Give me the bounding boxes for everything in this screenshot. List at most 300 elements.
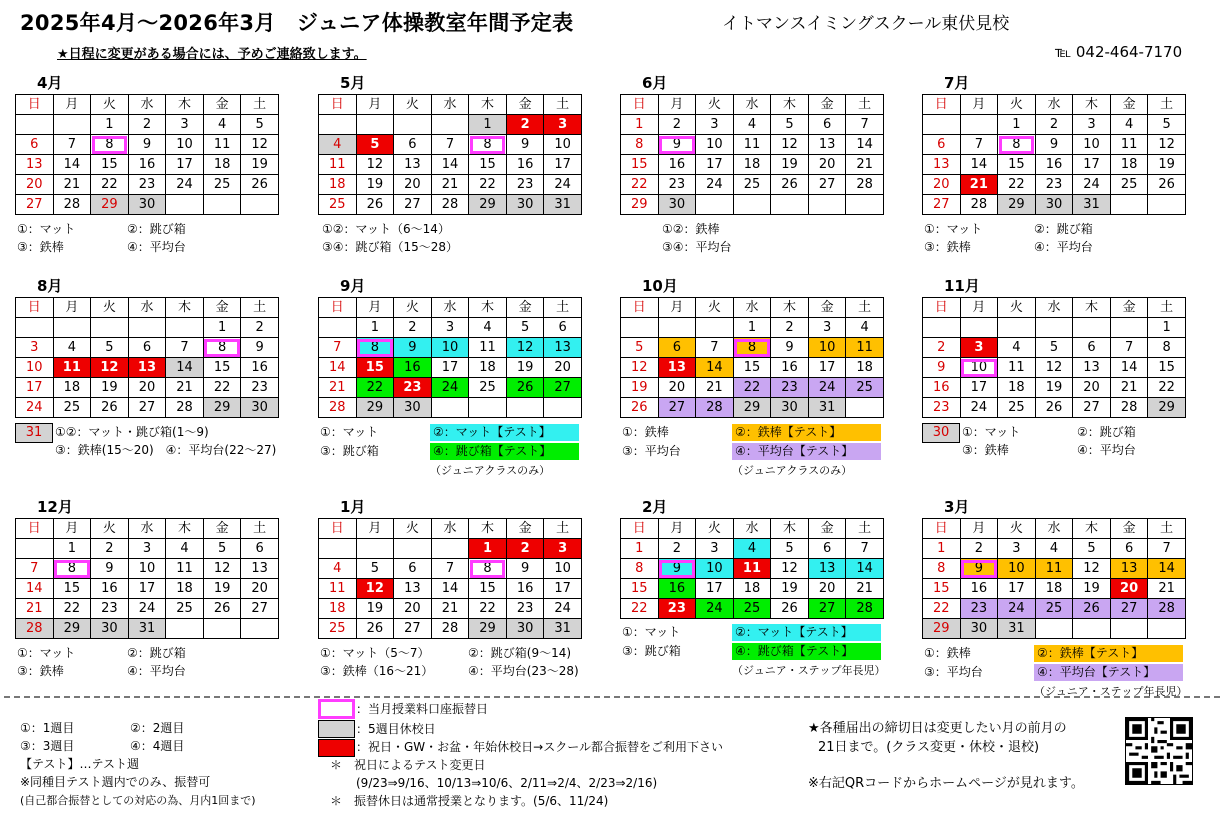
day-cell[interactable]: 23 [960, 599, 998, 619]
day-cell[interactable]: 15 [91, 155, 129, 175]
day-cell[interactable]: 5 [356, 559, 394, 579]
day-cell[interactable]: 26 [241, 175, 279, 195]
day-cell[interactable]: 17 [1073, 155, 1111, 175]
day-cell[interactable]: 5 [241, 115, 279, 135]
day-cell[interactable]: 17 [128, 579, 166, 599]
day-cell[interactable]: 16 [241, 358, 279, 378]
day-cell[interactable]: 22 [923, 599, 961, 619]
day-cell[interactable]: 22 [1148, 378, 1186, 398]
day-cell[interactable]: 11 [166, 559, 204, 579]
day-cell[interactable]: 17 [998, 579, 1036, 599]
day-cell[interactable]: 23 [506, 175, 544, 195]
day-cell[interactable]: 14 [431, 579, 469, 599]
day-cell[interactable]: 18 [846, 358, 884, 378]
day-cell[interactable]: 29 [469, 195, 507, 215]
day-cell[interactable]: 15 [53, 579, 91, 599]
day-cell[interactable]: 13 [128, 358, 166, 378]
day-cell[interactable]: 31 [808, 398, 846, 418]
day-cell[interactable]: 30 [658, 195, 696, 215]
day-cell[interactable]: 5 [356, 135, 394, 155]
day-cell[interactable]: 28 [431, 195, 469, 215]
day-cell[interactable]: 21 [16, 599, 54, 619]
day-cell[interactable]: 15 [356, 358, 394, 378]
day-cell[interactable]: 21 [1110, 378, 1148, 398]
day-cell[interactable]: 4 [53, 338, 91, 358]
day-cell[interactable]: 31 [128, 619, 166, 639]
day-cell[interactable]: 20 [241, 579, 279, 599]
day-cell[interactable]: 27 [128, 398, 166, 418]
day-cell[interactable]: 24 [544, 599, 582, 619]
day-cell[interactable]: 20 [923, 175, 961, 195]
day-cell[interactable]: 8 [923, 559, 961, 579]
day-cell[interactable]: 25 [733, 175, 771, 195]
day-cell[interactable]: 20 [394, 599, 432, 619]
day-cell[interactable]: 30 [506, 195, 544, 215]
day-cell[interactable]: 2 [658, 539, 696, 559]
day-cell[interactable]: 28 [846, 175, 884, 195]
day-cell[interactable]: 30 [771, 398, 809, 418]
day-cell[interactable]: 15 [203, 358, 241, 378]
day-cell[interactable]: 8 [469, 135, 507, 155]
day-cell[interactable]: 18 [319, 599, 357, 619]
day-cell[interactable]: 19 [241, 155, 279, 175]
day-cell[interactable]: 8 [1148, 338, 1186, 358]
day-cell[interactable]: 11 [203, 135, 241, 155]
day-cell[interactable]: 1 [1148, 318, 1186, 338]
day-cell[interactable]: 1 [923, 539, 961, 559]
day-cell[interactable]: 26 [771, 175, 809, 195]
day-cell[interactable]: 14 [1148, 559, 1186, 579]
day-cell[interactable]: 27 [658, 398, 696, 418]
day-cell[interactable]: 10 [1073, 135, 1111, 155]
day-cell[interactable]: 24 [166, 175, 204, 195]
day-cell[interactable]: 20 [128, 378, 166, 398]
day-cell[interactable]: 8 [733, 338, 771, 358]
day-cell[interactable]: 7 [696, 338, 734, 358]
day-cell[interactable]: 16 [658, 155, 696, 175]
day-cell[interactable]: 16 [658, 579, 696, 599]
day-cell[interactable]: 26 [771, 599, 809, 619]
day-cell[interactable]: 22 [621, 599, 659, 619]
day-cell[interactable]: 12 [621, 358, 659, 378]
day-cell[interactable]: 8 [203, 338, 241, 358]
day-cell[interactable]: 19 [356, 599, 394, 619]
day-cell[interactable]: 22 [203, 378, 241, 398]
day-cell[interactable]: 28 [1148, 599, 1186, 619]
day-cell[interactable]: 29 [1148, 398, 1186, 418]
day-cell[interactable]: 5 [91, 338, 129, 358]
day-cell[interactable]: 3 [431, 318, 469, 338]
day-cell[interactable]: 3 [808, 318, 846, 338]
day-cell[interactable]: 11 [846, 338, 884, 358]
day-cell[interactable]: 12 [356, 579, 394, 599]
day-cell[interactable]: 25 [53, 398, 91, 418]
day-cell[interactable]: 21 [166, 378, 204, 398]
day-cell[interactable]: 24 [431, 378, 469, 398]
day-cell[interactable]: 28 [1110, 398, 1148, 418]
day-cell[interactable]: 6 [658, 338, 696, 358]
day-cell[interactable]: 7 [846, 115, 884, 135]
day-cell[interactable]: 12 [1035, 358, 1073, 378]
day-cell[interactable]: 15 [469, 579, 507, 599]
day-cell[interactable]: 27 [241, 599, 279, 619]
day-cell[interactable]: 10 [128, 559, 166, 579]
day-cell[interactable]: 11 [733, 135, 771, 155]
day-cell[interactable]: 1 [469, 115, 507, 135]
day-cell[interactable]: 19 [203, 579, 241, 599]
day-cell[interactable]: 7 [431, 135, 469, 155]
day-cell[interactable]: 27 [1073, 398, 1111, 418]
day-cell[interactable]: 10 [544, 135, 582, 155]
day-cell[interactable]: 4 [1110, 115, 1148, 135]
day-cell[interactable]: 13 [241, 559, 279, 579]
day-cell[interactable]: 18 [1035, 579, 1073, 599]
day-cell[interactable]: 21 [53, 175, 91, 195]
day-cell[interactable]: 1 [356, 318, 394, 338]
day-cell[interactable]: 10 [16, 358, 54, 378]
day-cell[interactable]: 31 [544, 619, 582, 639]
day-cell[interactable]: 17 [544, 155, 582, 175]
day-cell[interactable]: 20 [1110, 579, 1148, 599]
day-cell[interactable]: 31 [1073, 195, 1111, 215]
day-cell[interactable]: 23 [1035, 175, 1073, 195]
day-cell[interactable]: 18 [469, 358, 507, 378]
day-cell[interactable]: 21 [431, 175, 469, 195]
day-cell[interactable]: 3 [696, 115, 734, 135]
day-cell[interactable]: 15 [469, 155, 507, 175]
day-cell[interactable]: 18 [998, 378, 1036, 398]
day-cell[interactable]: 5 [1148, 115, 1186, 135]
day-cell[interactable]: 30 [394, 398, 432, 418]
day-cell[interactable]: 3 [544, 115, 582, 135]
day-cell[interactable]: 28 [16, 619, 54, 639]
day-cell[interactable]: 30 [506, 619, 544, 639]
day-cell[interactable]: 26 [506, 378, 544, 398]
day-cell[interactable]: 15 [733, 358, 771, 378]
day-cell[interactable]: 13 [394, 155, 432, 175]
day-cell[interactable]: 5 [506, 318, 544, 338]
day-cell[interactable]: 12 [771, 559, 809, 579]
day-cell[interactable]: 9 [394, 338, 432, 358]
day-cell[interactable]: 21 [696, 378, 734, 398]
day-cell[interactable]: 13 [923, 155, 961, 175]
day-cell[interactable]: 13 [394, 579, 432, 599]
day-cell[interactable]: 14 [16, 579, 54, 599]
day-cell[interactable]: 13 [1110, 559, 1148, 579]
day-cell[interactable]: 24 [544, 175, 582, 195]
day-cell[interactable]: 29 [356, 398, 394, 418]
day-cell[interactable]: 18 [203, 155, 241, 175]
day-cell[interactable]: 6 [923, 135, 961, 155]
day-cell[interactable]: 18 [166, 579, 204, 599]
day-cell[interactable]: 24 [998, 599, 1036, 619]
day-cell[interactable]: 19 [1148, 155, 1186, 175]
day-cell[interactable]: 7 [1110, 338, 1148, 358]
day-cell[interactable]: 27 [808, 175, 846, 195]
day-cell[interactable]: 1 [733, 318, 771, 338]
day-cell[interactable]: 6 [808, 539, 846, 559]
day-cell[interactable]: 10 [696, 135, 734, 155]
day-cell[interactable]: 17 [16, 378, 54, 398]
day-cell[interactable]: 25 [998, 398, 1036, 418]
day-cell[interactable]: 4 [166, 539, 204, 559]
day-cell[interactable]: 20 [1073, 378, 1111, 398]
day-cell[interactable]: 12 [241, 135, 279, 155]
day-cell[interactable]: 24 [16, 398, 54, 418]
day-cell[interactable]: 6 [544, 318, 582, 338]
day-cell[interactable]: 24 [960, 398, 998, 418]
day-cell[interactable]: 15 [998, 155, 1036, 175]
day-cell[interactable]: 23 [658, 599, 696, 619]
day-cell[interactable]: 27 [923, 195, 961, 215]
day-cell[interactable]: 28 [166, 398, 204, 418]
day-cell[interactable]: 9 [506, 135, 544, 155]
day-cell[interactable]: 2 [923, 338, 961, 358]
day-cell[interactable]: 8 [91, 135, 129, 155]
day-cell[interactable]: 21 [319, 378, 357, 398]
day-cell[interactable]: 23 [91, 599, 129, 619]
qr-code-icon[interactable] [1125, 717, 1193, 785]
day-cell[interactable]: 26 [356, 619, 394, 639]
day-cell[interactable]: 16 [923, 378, 961, 398]
day-cell[interactable]: 9 [241, 338, 279, 358]
day-cell[interactable]: 17 [696, 155, 734, 175]
day-cell[interactable]: 11 [1110, 135, 1148, 155]
day-cell[interactable]: 14 [846, 559, 884, 579]
day-cell[interactable]: 20 [808, 579, 846, 599]
day-cell[interactable]: 27 [394, 195, 432, 215]
day-cell[interactable]: 18 [319, 175, 357, 195]
day-cell[interactable]: 2 [1035, 115, 1073, 135]
day-cell[interactable]: 7 [166, 338, 204, 358]
day-cell[interactable]: 3 [696, 539, 734, 559]
day-cell[interactable]: 19 [1035, 378, 1073, 398]
day-cell[interactable]: 3 [1073, 115, 1111, 135]
day-cell[interactable]: 26 [203, 599, 241, 619]
day-cell[interactable]: 13 [1073, 358, 1111, 378]
day-cell[interactable]: 7 [960, 135, 998, 155]
day-cell[interactable]: 23 [923, 398, 961, 418]
day-cell[interactable]: 23 [771, 378, 809, 398]
day-cell[interactable]: 24 [696, 175, 734, 195]
day-cell[interactable]: 3 [128, 539, 166, 559]
day-cell[interactable]: 16 [91, 579, 129, 599]
day-cell[interactable]: 17 [166, 155, 204, 175]
day-cell[interactable]: 11 [319, 579, 357, 599]
day-cell[interactable]: 25 [733, 599, 771, 619]
day-cell[interactable]: 13 [808, 559, 846, 579]
day-cell[interactable]: 2 [128, 115, 166, 135]
day-cell[interactable]: 15 [923, 579, 961, 599]
day-cell[interactable]: 6 [394, 135, 432, 155]
day-cell[interactable]: 15 [1148, 358, 1186, 378]
day-cell[interactable]: 13 [808, 135, 846, 155]
day-cell[interactable]: 22 [356, 378, 394, 398]
day-cell[interactable]: 2 [394, 318, 432, 338]
day-cell[interactable]: 6 [241, 539, 279, 559]
day-cell[interactable]: 12 [1148, 135, 1186, 155]
day-cell[interactable]: 26 [1073, 599, 1111, 619]
day-cell[interactable]: 12 [771, 135, 809, 155]
day-cell[interactable]: 14 [846, 135, 884, 155]
day-cell[interactable]: 10 [696, 559, 734, 579]
day-cell[interactable]: 18 [733, 579, 771, 599]
day-cell[interactable]: 16 [128, 155, 166, 175]
day-cell[interactable]: 7 [431, 559, 469, 579]
day-cell[interactable]: 14 [1110, 358, 1148, 378]
day-cell[interactable]: 10 [544, 559, 582, 579]
day-cell[interactable]: 26 [356, 195, 394, 215]
day-cell[interactable]: 14 [960, 155, 998, 175]
day-cell[interactable]: 8 [53, 559, 91, 579]
day-cell[interactable]: 4 [1035, 539, 1073, 559]
day-cell[interactable]: 3 [960, 338, 998, 358]
day-cell[interactable]: 2 [91, 539, 129, 559]
day-cell[interactable]: 5 [1073, 539, 1111, 559]
day-cell[interactable]: 11 [53, 358, 91, 378]
day-cell[interactable]: 7 [319, 338, 357, 358]
day-cell[interactable]: 25 [319, 195, 357, 215]
day-cell[interactable]: 1 [53, 539, 91, 559]
day-cell[interactable]: 3 [544, 539, 582, 559]
day-cell[interactable]: 3 [998, 539, 1036, 559]
day-cell[interactable]: 2 [506, 539, 544, 559]
day-cell[interactable]: 11 [733, 559, 771, 579]
day-cell[interactable]: 2 [960, 539, 998, 559]
day-cell[interactable]: 24 [696, 599, 734, 619]
day-cell[interactable]: 3 [16, 338, 54, 358]
day-cell[interactable]: 10 [431, 338, 469, 358]
day-cell[interactable]: 5 [621, 338, 659, 358]
day-cell[interactable]: 6 [128, 338, 166, 358]
day-cell[interactable]: 12 [91, 358, 129, 378]
day-cell[interactable]: 15 [621, 579, 659, 599]
day-cell[interactable]: 28 [53, 195, 91, 215]
day-cell[interactable]: 19 [771, 155, 809, 175]
day-cell[interactable]: 17 [696, 579, 734, 599]
day-cell[interactable]: 22 [998, 175, 1036, 195]
day-cell[interactable]: 17 [808, 358, 846, 378]
day-cell[interactable]: 10 [998, 559, 1036, 579]
day-cell[interactable]: 21 [846, 579, 884, 599]
day-cell[interactable]: 1 [621, 539, 659, 559]
day-cell[interactable]: 13 [658, 358, 696, 378]
day-cell[interactable]: 1 [91, 115, 129, 135]
day-cell[interactable]: 4 [319, 559, 357, 579]
day-cell[interactable]: 27 [1110, 599, 1148, 619]
day-cell[interactable]: 23 [241, 378, 279, 398]
day-cell[interactable]: 27 [544, 378, 582, 398]
day-cell[interactable]: 1 [621, 115, 659, 135]
day-cell[interactable]: 4 [733, 539, 771, 559]
day-cell[interactable]: 30 [91, 619, 129, 639]
day-cell[interactable]: 22 [53, 599, 91, 619]
day-cell[interactable]: 20 [658, 378, 696, 398]
day-cell[interactable]: 23 [128, 175, 166, 195]
day-cell[interactable]: 5 [771, 539, 809, 559]
day-cell[interactable]: 8 [469, 559, 507, 579]
day-cell[interactable]: 27 [394, 619, 432, 639]
day-cell[interactable]: 10 [166, 135, 204, 155]
day-cell[interactable]: 6 [394, 559, 432, 579]
day-cell[interactable]: 19 [506, 358, 544, 378]
day-cell[interactable]: 13 [16, 155, 54, 175]
day-cell[interactable]: 20 [808, 155, 846, 175]
day-cell[interactable]: 7 [53, 135, 91, 155]
day-cell[interactable]: 26 [91, 398, 129, 418]
day-cell[interactable]: 13 [544, 338, 582, 358]
day-cell[interactable]: 28 [696, 398, 734, 418]
day-cell[interactable]: 17 [960, 378, 998, 398]
day-cell[interactable]: 27 [808, 599, 846, 619]
day-cell[interactable]: 24 [1073, 175, 1111, 195]
extra-day-cell[interactable]: 30 [922, 423, 960, 443]
day-cell[interactable]: 30 [1035, 195, 1073, 215]
day-cell[interactable]: 27 [16, 195, 54, 215]
day-cell[interactable]: 19 [91, 378, 129, 398]
day-cell[interactable]: 21 [960, 175, 998, 195]
day-cell[interactable]: 14 [319, 358, 357, 378]
day-cell[interactable]: 12 [356, 155, 394, 175]
day-cell[interactable]: 5 [1035, 338, 1073, 358]
day-cell[interactable]: 25 [846, 378, 884, 398]
day-cell[interactable]: 17 [544, 579, 582, 599]
day-cell[interactable]: 22 [733, 378, 771, 398]
day-cell[interactable]: 12 [203, 559, 241, 579]
day-cell[interactable]: 23 [506, 599, 544, 619]
day-cell[interactable]: 4 [998, 338, 1036, 358]
day-cell[interactable]: 22 [91, 175, 129, 195]
day-cell[interactable]: 20 [394, 175, 432, 195]
day-cell[interactable]: 16 [394, 358, 432, 378]
day-cell[interactable]: 22 [469, 175, 507, 195]
day-cell[interactable]: 9 [1035, 135, 1073, 155]
day-cell[interactable]: 22 [621, 175, 659, 195]
day-cell[interactable]: 29 [998, 195, 1036, 215]
day-cell[interactable]: 20 [16, 175, 54, 195]
day-cell[interactable]: 3 [166, 115, 204, 135]
day-cell[interactable]: 7 [846, 539, 884, 559]
day-cell[interactable]: 9 [771, 338, 809, 358]
day-cell[interactable]: 11 [1035, 559, 1073, 579]
day-cell[interactable]: 31 [544, 195, 582, 215]
day-cell[interactable]: 9 [658, 135, 696, 155]
day-cell[interactable]: 1 [203, 318, 241, 338]
day-cell[interactable]: 28 [846, 599, 884, 619]
day-cell[interactable]: 1 [469, 539, 507, 559]
day-cell[interactable]: 25 [166, 599, 204, 619]
day-cell[interactable]: 5 [771, 115, 809, 135]
day-cell[interactable]: 9 [658, 559, 696, 579]
day-cell[interactable]: 4 [203, 115, 241, 135]
day-cell[interactable]: 28 [319, 398, 357, 418]
day-cell[interactable]: 23 [394, 378, 432, 398]
day-cell[interactable]: 26 [1148, 175, 1186, 195]
day-cell[interactable]: 6 [16, 135, 54, 155]
day-cell[interactable]: 20 [544, 358, 582, 378]
day-cell[interactable]: 30 [128, 195, 166, 215]
day-cell[interactable]: 11 [998, 358, 1036, 378]
day-cell[interactable]: 31 [998, 619, 1036, 639]
day-cell[interactable]: 25 [469, 378, 507, 398]
day-cell[interactable]: 29 [733, 398, 771, 418]
day-cell[interactable]: 24 [128, 599, 166, 619]
day-cell[interactable]: 28 [960, 195, 998, 215]
day-cell[interactable]: 9 [128, 135, 166, 155]
day-cell[interactable]: 16 [771, 358, 809, 378]
day-cell[interactable]: 9 [923, 358, 961, 378]
day-cell[interactable]: 8 [621, 135, 659, 155]
